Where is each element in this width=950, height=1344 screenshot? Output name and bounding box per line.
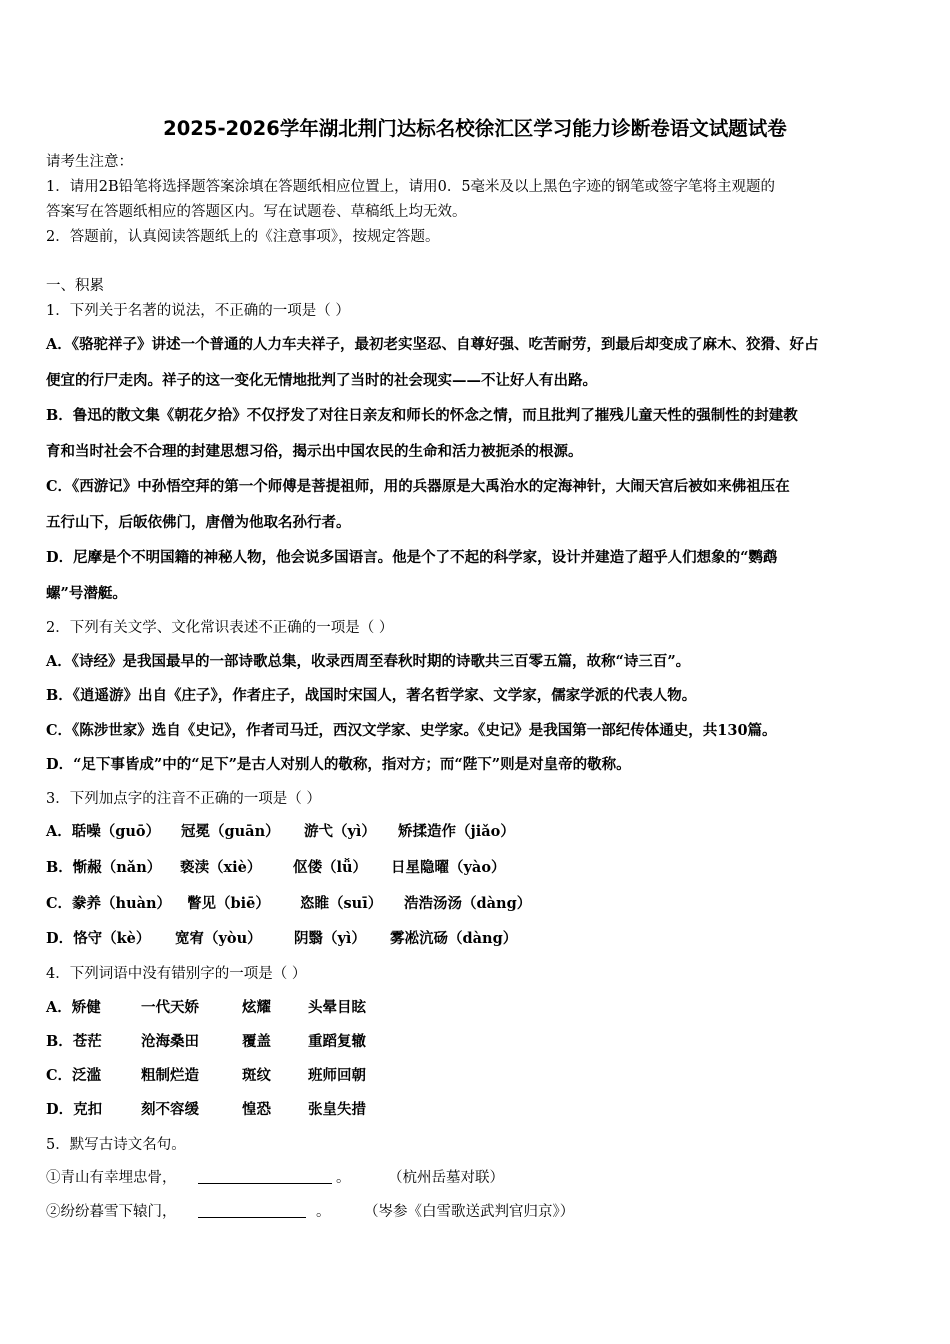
- option-item: 刻不容缓: [141, 1101, 199, 1118]
- question-1-stem: 1．下列关于名著的说法，不正确的一项是（ ）: [46, 303, 350, 319]
- question-1-option-a-line-2: 便宜的行尸走肉。祥子的这一变化无情地批判了当时的社会现实——不让好人有出路。: [46, 372, 597, 389]
- question-4-stem: 4．下列词语中没有错别字的一项是（ ）: [46, 966, 307, 982]
- option-item: 日星隐曜（yào）: [391, 859, 506, 876]
- option-item: 雾凇沆砀（dàng）: [390, 930, 518, 947]
- question-1-option-d-line-1: D．尼摩是个不明国籍的神秘人物，他会说多国语言。他是个了不起的科学家，设计并建造了超乎人们想象的“鹦鹉: [46, 549, 778, 566]
- option-item: C．泛滥: [46, 1067, 102, 1084]
- option-item: 班师回朝: [308, 1067, 366, 1084]
- question-1-option-b-line-1: B．鲁迅的散文集《朝花夕拾》不仅抒发了对往日亲友和师长的怀念之情，而且批判了摧残儿童天性的强制性的封建教: [46, 407, 798, 424]
- notice-item-2: 2．答题前，认真阅读答题纸上的《注意事项》，按规定答题。: [46, 229, 440, 245]
- option-item: 伛偻（lǚ）: [293, 859, 368, 876]
- line-source: （岑参《白雪歌送武判官归京》）: [364, 1204, 575, 1220]
- option-item: 惶恐: [242, 1101, 271, 1118]
- option-item: B．惭赧（nǎn）: [46, 859, 162, 876]
- option-item: 粗制烂造: [141, 1067, 199, 1084]
- notice-item-1-line-1: 1．请用2B铅笔将选择题答案涂填在答题纸相应位置上，请用0．5毫米及以上黑色字迹的钢笔或签字笔将主观题的: [46, 179, 776, 195]
- question-2-option-c: C．《陈涉世家》选自《史记》，作者司马迁，西汉文学家、史学家。《史记》是我国第一部纪传体通史，共130篇。: [46, 722, 777, 739]
- question-2-option-d: D．“足下事皆成”中的“足下”是古人对别人的敬称，指对方；而“陛下”则是对皇帝的敬称。: [46, 756, 631, 773]
- notice-item-1-line-2: 答案写在答题纸相应的答题区内。写在试题卷、草稿纸上均无效。: [46, 204, 467, 220]
- option-item: D．克扣: [46, 1101, 103, 1118]
- option-item: 重蹈复辙: [308, 1033, 366, 1050]
- option-item: 一代天娇: [141, 999, 199, 1016]
- option-item: 恣睢（suī）: [300, 895, 383, 912]
- option-item: 炫耀: [242, 999, 271, 1016]
- option-item: C．豢养（huàn）: [46, 895, 172, 912]
- question-3-stem: 3．下列加点字的注音不正确的一项是（ ）: [46, 791, 321, 807]
- option-item: D．恪守（kè）: [46, 930, 151, 947]
- line-prefix: ②纷纷暮雪下辕门，: [46, 1204, 177, 1220]
- line-suffix: 。: [316, 1204, 331, 1220]
- option-item: A．矫健: [46, 999, 101, 1016]
- option-item: 游弋（yì）: [304, 823, 376, 840]
- option-item: 冠冕（guān）: [181, 823, 280, 840]
- option-item: B．苍茫: [46, 1033, 102, 1050]
- line-suffix: 。: [336, 1170, 351, 1186]
- option-item: 阴翳（yì）: [294, 930, 366, 947]
- question-1-option-c-line-1: C．《西游记》中孙悟空拜的第一个师傅是菩提祖师，用的兵器原是大禹治水的定海神针，大闹天宫后被如来佛祖压在: [46, 478, 790, 495]
- section-heading: 一、积累: [46, 278, 104, 294]
- question-1-option-b-line-2: 育和当时社会不合理的封建思想习俗，揭示出中国农民的生命和活力被扼杀的根源。: [46, 443, 583, 460]
- option-item: 矫揉造作（jiǎo）: [398, 823, 515, 840]
- question-1-option-a-line-1: A．《骆驼祥子》讲述一个普通的人力车夫祥子，最初老实坚忍、自尊好强、吃苦耐劳，到最后却变成了麻木、狡猾、好占: [46, 336, 819, 353]
- notice-heading: 请考生注意：: [46, 154, 133, 170]
- answer-blank[interactable]: [198, 1203, 306, 1218]
- question-2-stem: 2．下列有关文学、文化常识表述不正确的一项是（ ）: [46, 620, 394, 636]
- question-2-option-a: A．《诗经》是我国最早的一部诗歌总集，收录西周至春秋时期的诗歌共三百零五篇，故称“诗三百”。: [46, 653, 691, 670]
- option-item: 张皇失措: [308, 1101, 366, 1118]
- option-item: 瞥见（biē）: [187, 895, 270, 912]
- option-item: 亵渎（xiè）: [180, 859, 262, 876]
- line-source: （杭州岳墓对联）: [388, 1170, 504, 1186]
- option-item: 覆盖: [242, 1033, 271, 1050]
- question-5-stem: 5．默写古诗文名句。: [46, 1137, 186, 1153]
- option-item: 头晕目眩: [308, 999, 366, 1016]
- option-item: 斑纹: [242, 1067, 271, 1084]
- question-1-option-c-line-2: 五行山下，后皈依佛门，唐僧为他取名孙行者。: [46, 514, 351, 531]
- question-1-option-d-line-2: 螺”号潜艇。: [46, 585, 127, 602]
- option-item: 沧海桑田: [141, 1033, 199, 1050]
- page-title: 2025-2026学年湖北荆门达标名校徐汇区学习能力诊断卷语文试题试卷: [163, 117, 787, 140]
- line-prefix: ①青山有幸埋忠骨，: [46, 1170, 177, 1186]
- option-item: 浩浩汤汤（dàng）: [404, 895, 532, 912]
- option-item: A．聒噪（guō）: [46, 823, 161, 840]
- option-item: 宽宥（yòu）: [175, 930, 262, 947]
- answer-blank[interactable]: [198, 1169, 332, 1184]
- question-2-option-b: B．《逍遥游》出自《庄子》，作者庄子，战国时宋国人，著名哲学家、文学家，儒家学派的代表人物。: [46, 687, 697, 704]
